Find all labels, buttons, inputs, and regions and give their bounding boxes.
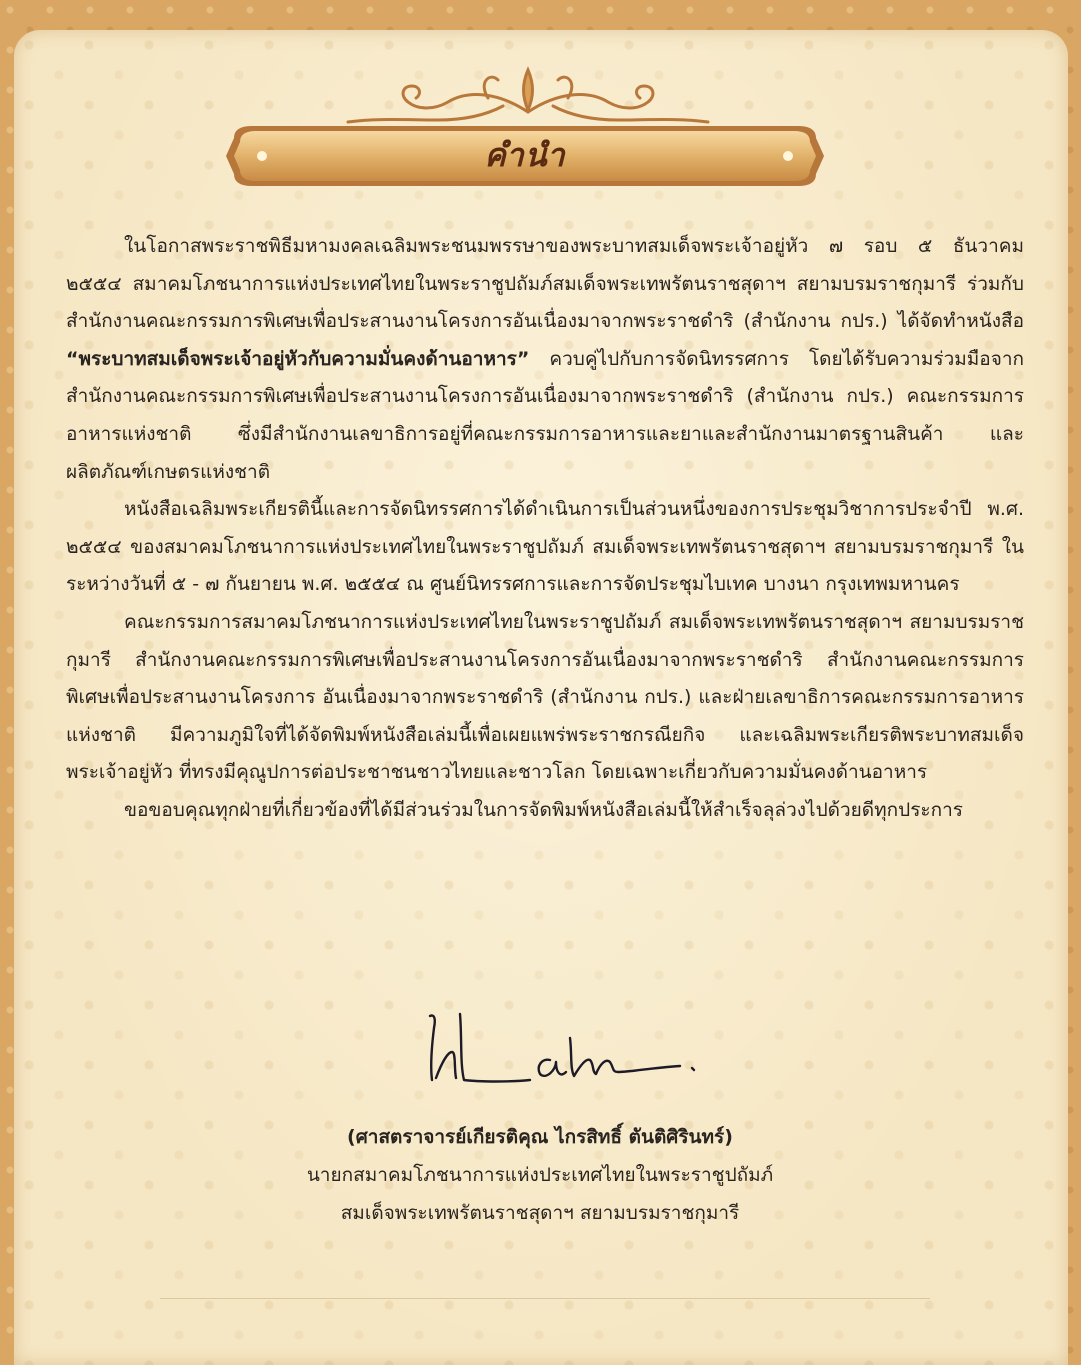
signatory-name: (ศาสตราจารย์เกียรติคุณ ไกรสิทธิ์ ตันติศิรินทร์) bbox=[347, 1126, 733, 1148]
paragraph-4: ขอขอบคุณทุกฝ่ายที่เกี่ยวข้องที่ได้มีส่วนร่วมในการจัดพิมพ์หนังสือเล่มนี้ให้สำเร็จลุล่วงไปด้วยดีทุกประการ bbox=[124, 798, 963, 821]
paragraph-1-rest: ควบคู่ไปกับการจัดนิทรรศการ โดยได้รับความร่วมมือจากสำนักงานคณะกรรมการพิเศษเพื่อประสานงานโครงการอันเนื่องมาจากพระราชดำริ (สำนักงาน กปร.) คณะกรรมการอาหารแห่งชาติ ซึ่งมีสำนักงานเลขาธิการอยู่ที่คณะกรรมการอาหารและยาและสำนักงานมาตรฐานสินค้า และผลิตภัณฑ์เกษตรแห่งชาติ bbox=[66, 347, 1024, 483]
book-title: “พระบาทสมเด็จพระเจ้าอยู่หัวกับความมั่นคงด้านอาหาร” bbox=[66, 347, 530, 370]
footer-divider bbox=[160, 1298, 930, 1299]
signature-block bbox=[240, 1118, 840, 1232]
handwritten-signature-icon bbox=[420, 1008, 720, 1098]
paragraph-2: หนังสือเฉลิมพระเกียรตินี้และการจัดนิทรรศการได้ดำเนินการเป็นส่วนหนึ่งของการประชุมวิชาการประจำปี พ.ศ. ๒๕๕๔ ของสมาคมโภชนาการแห่งประเทศไทยในพระราชูปถัมภ์ สมเด็จพระเทพรัตนราชสุดาฯ สยามบรมราชกุมารี ในระหว่างวันที่ ๕ - ๗ กันยายน พ.ศ. ๒๕๕๔ ณ ศูนย์นิทรรศการและการจัดประชุมไบเทค บางนา กรุงเทพมหานคร bbox=[66, 498, 1024, 596]
page-title: คำนำ bbox=[484, 136, 566, 174]
preface-body bbox=[66, 228, 1024, 830]
signatory-position-line2: สมเด็จพระเทพรัตนราชสุดาฯ สยามบรมราชกุมารี bbox=[340, 1202, 740, 1224]
paragraph-3: คณะกรรมการสมาคมโภชนาการแห่งประเทศไทยในพระราชูปถัมภ์ สมเด็จพระเทพรัตนราชสุดาฯ สยามบรมราชกุมารี สำนักงานคณะกรรมการพิเศษเพื่อประสานงานโครงการอันเนื่องมาจากพระราชดำริ สำนักงานคณะกรรมการพิเศษเพื่อประสานงานโครงการ อันเนื่องมาจากพระราชดำริ (สำนักงาน กปร.) และฝ่ายเลขาธิการคณะกรรมการอาหารแห่งชาติ มีความภูมิใจที่ได้จัดพิมพ์หนังสือเล่มนี้เพื่อเผยแพร่พระราชกรณียกิจ และเฉลิมพระเกียรติพระบาทสมเด็จพระเจ้าอยู่หัว ที่ทรงมีคุณูปการต่อประชาชนชาวไทยและชาวโลก โดยเฉพาะเกี่ยวกับความมั่นคงด้านอาหาร bbox=[66, 610, 1024, 784]
paragraph-1 bbox=[66, 228, 1024, 491]
paragraph-1-intro: ในโอกาสพระราชพิธีมหามงคลเฉลิมพระชนมพรรษาของพระบาทสมเด็จพระเจ้าอยู่หัว ๗ รอบ ๕ ธันวาคม ๒๕๕๔ สมาคมโภชนาการแห่งประเทศไทยในพระราชูปถัมภ์สมเด็จพระเทพรัตนราชสุดาฯ สยามบรมราชกุมารี ร่วมกับสำนักงานคณะกรรมการพิเศษเพื่อประสานงานโครงการอันเนื่องมาจากพระราชดำริ (สำนักงาน กปร.) ได้จัดทำหนังสือ bbox=[66, 235, 1024, 333]
signatory-position-line1: นายกสมาคมโภชนาการแห่งประเทศไทยในพระราชูปถัมภ์ bbox=[306, 1164, 774, 1186]
